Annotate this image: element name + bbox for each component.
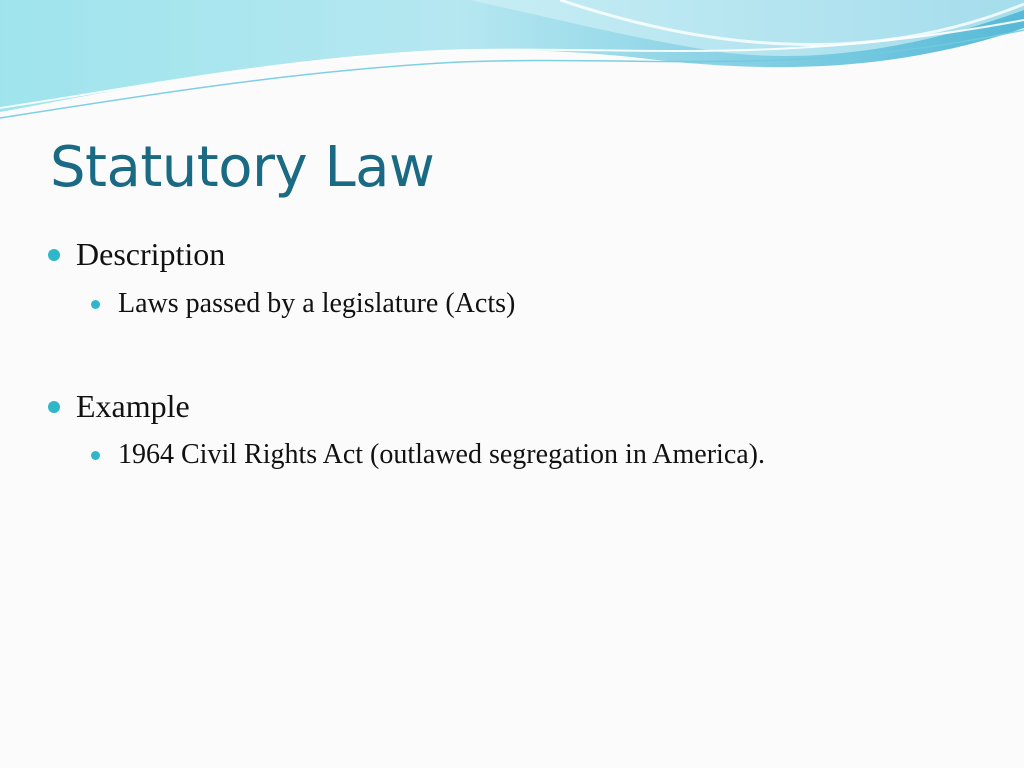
bullet-icon [48,249,60,261]
bullet-description: Description [76,236,226,272]
bullet-icon [91,451,100,460]
bullet-icon [91,300,100,309]
slide-title: Statutory Law [50,135,435,200]
bullet-description-detail: Laws passed by a legislature (Acts) [118,288,516,319]
bullet-example: Example [76,388,190,424]
bullet-icon [48,401,60,413]
bullet-example-detail: 1964 Civil Rights Act (outlawed segregation in America). [118,439,765,470]
